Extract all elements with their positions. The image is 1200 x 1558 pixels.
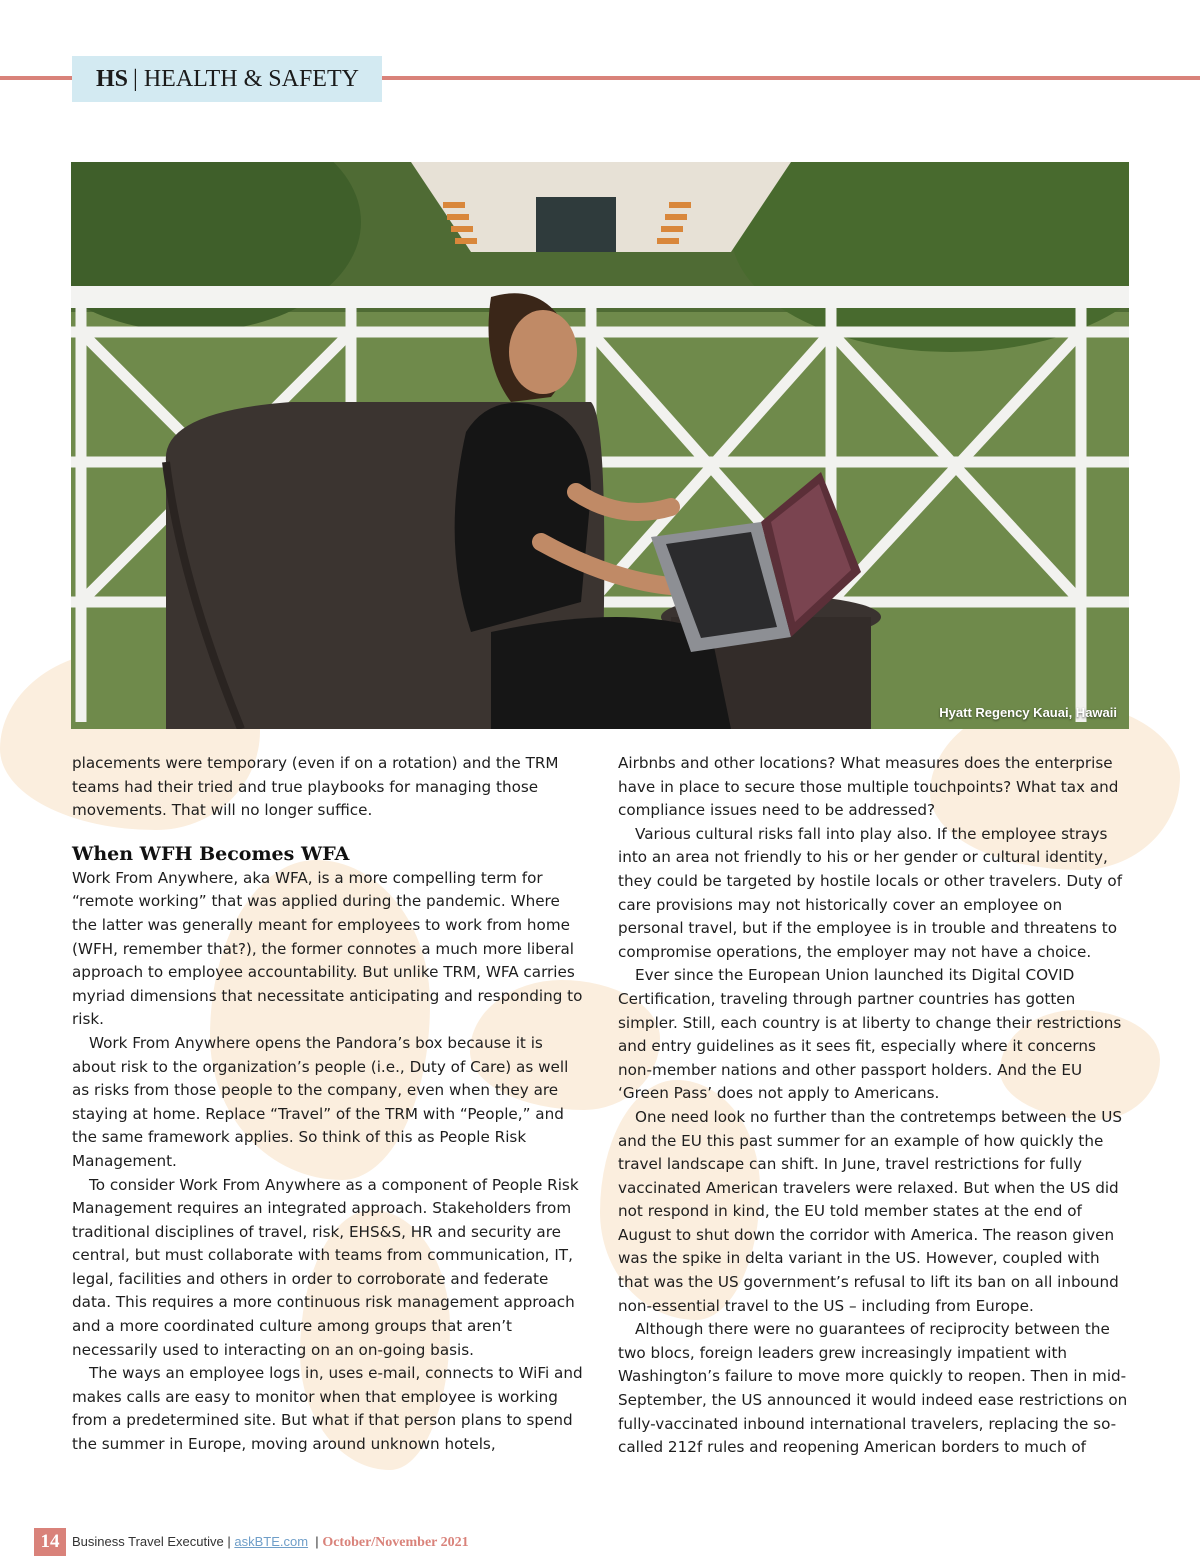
publication-name: Business Travel Executive [72,1534,224,1549]
photo-caption: Hyatt Regency Kauai, Hawaii [939,705,1117,720]
issue-date: October/November 2021 [322,1535,469,1550]
section-title: HEALTH & SAFETY [143,65,359,92]
right-paragraph-2: Various cultural risks fall into play also. If the employee strays into an area not friendly to his or her gender or cultural identity, they could be targeted by hostile locals or other travelers. Duty of care provisions may not historically cover an employee on personal travel, but if the employee is in trouble and threatens to compromise operations, the employer may not have a choice. [618,824,1123,961]
left-paragraph-4: To consider Work From Anywhere as a component of People Risk Management requires an integrated approach. Stakeholders from traditional disciplines of travel, risk, EHS&S, HR and security are central, but must collaborate with teams from communication, IT, legal, facilities and others in order to corroborate and federate data. This requires a more continuous risk management approach and a more coordinated culture among groups that aren’t necessarily used to interacting on an on-going basis. [72,1175,579,1359]
right-paragraph-3: Ever since the European Union launched its Digital COVID Certification, traveling through partner countries has gotten simpler. Still, each country is at liberty to change their restrictions and entry guidelines as it sees fit, especially where it concerns non-member nations and other passport holders. And the EU ‘Green Pass’ does not apply to Americans. [618,966,1122,1103]
header-rule-left [0,76,72,80]
right-paragraph-5: Although there were no guarantees of reciprocity between the two blocs, foreign leaders grew increasingly impatient with Washington’s failure to move more quickly to reopen. Then in mid-September, the US announced it would indeed ease restrictions on fully-vaccinated inbound international travelers, replacing the so-called 212f rules and reopening American borders to much of [618,1320,1128,1457]
footer-separator: | [315,1534,319,1549]
balcony-photo-illustration [71,162,1129,729]
left-column [72,752,584,1457]
left-paragraph-2: Work From Anywhere, aka WFA, is a more compelling term for “remote working” that was applied during the pandemic. Where the latter was generally meant for employees to work from home (WFH, remember that?), the former connotes a much more liberal approach to employee accountability. But unlike TRM, WFA carries myriad dimensions that necessitate anticipating and responding to risk. [72,868,583,1029]
section-tag [72,56,382,102]
left-paragraph-1: placements were temporary (even if on a rotation) and the TRM teams had their tried and true playbooks for managing those movements. That will no longer suffice. [72,754,559,820]
section-abbr: HS [96,65,129,92]
left-paragraph-5: The ways an employee logs in, uses e-mail, connects to WiFi and makes calls are easy to monitor when that employee is working from a predetermined site. But what if that person plans to spend the summer in Europe, moving around unknown hotels, [72,1364,583,1454]
hero-photo [71,162,1129,729]
right-column [618,752,1130,1460]
footer-separator: | [227,1534,231,1549]
header-rule-right [382,76,1200,80]
website-link[interactable]: askBTE.com [234,1534,309,1549]
right-paragraph-1: Airbnbs and other locations? What measures does the enterprise have in place to secure those multiple touchpoints? What tax and compliance issues need to be addressed? [618,754,1119,820]
left-paragraph-3: Work From Anywhere opens the Pandora’s box because it is about risk to the organization’s people (i.e., Duty of Care) as well as risks from those people to the company, even when they are staying at home. Replace “Travel” of the TRM with “People,” and the same framework applies. So think of this as People Risk Management. [72,1033,569,1170]
footer [72,1534,469,1551]
right-paragraph-4: One need look no further than the contretemps between the US and the EU this past summer for an example of how quickly the travel landscape can shift. In June, travel restrictions for fully vaccinated American travelers were relaxed. But when the US did not respond in kind, the EU told member states at the end of August to shut down the corridor with America. The reason given was the spike in delta variant in the US. However, coupled with that was the US government’s refusal to lift its ban on all inbound non-essential travel to the US – including from Europe. [618,1107,1122,1315]
page-number: 14 [34,1528,66,1556]
section-separator: | [133,65,138,92]
subhead: When WFH Becomes WFA [72,842,350,865]
